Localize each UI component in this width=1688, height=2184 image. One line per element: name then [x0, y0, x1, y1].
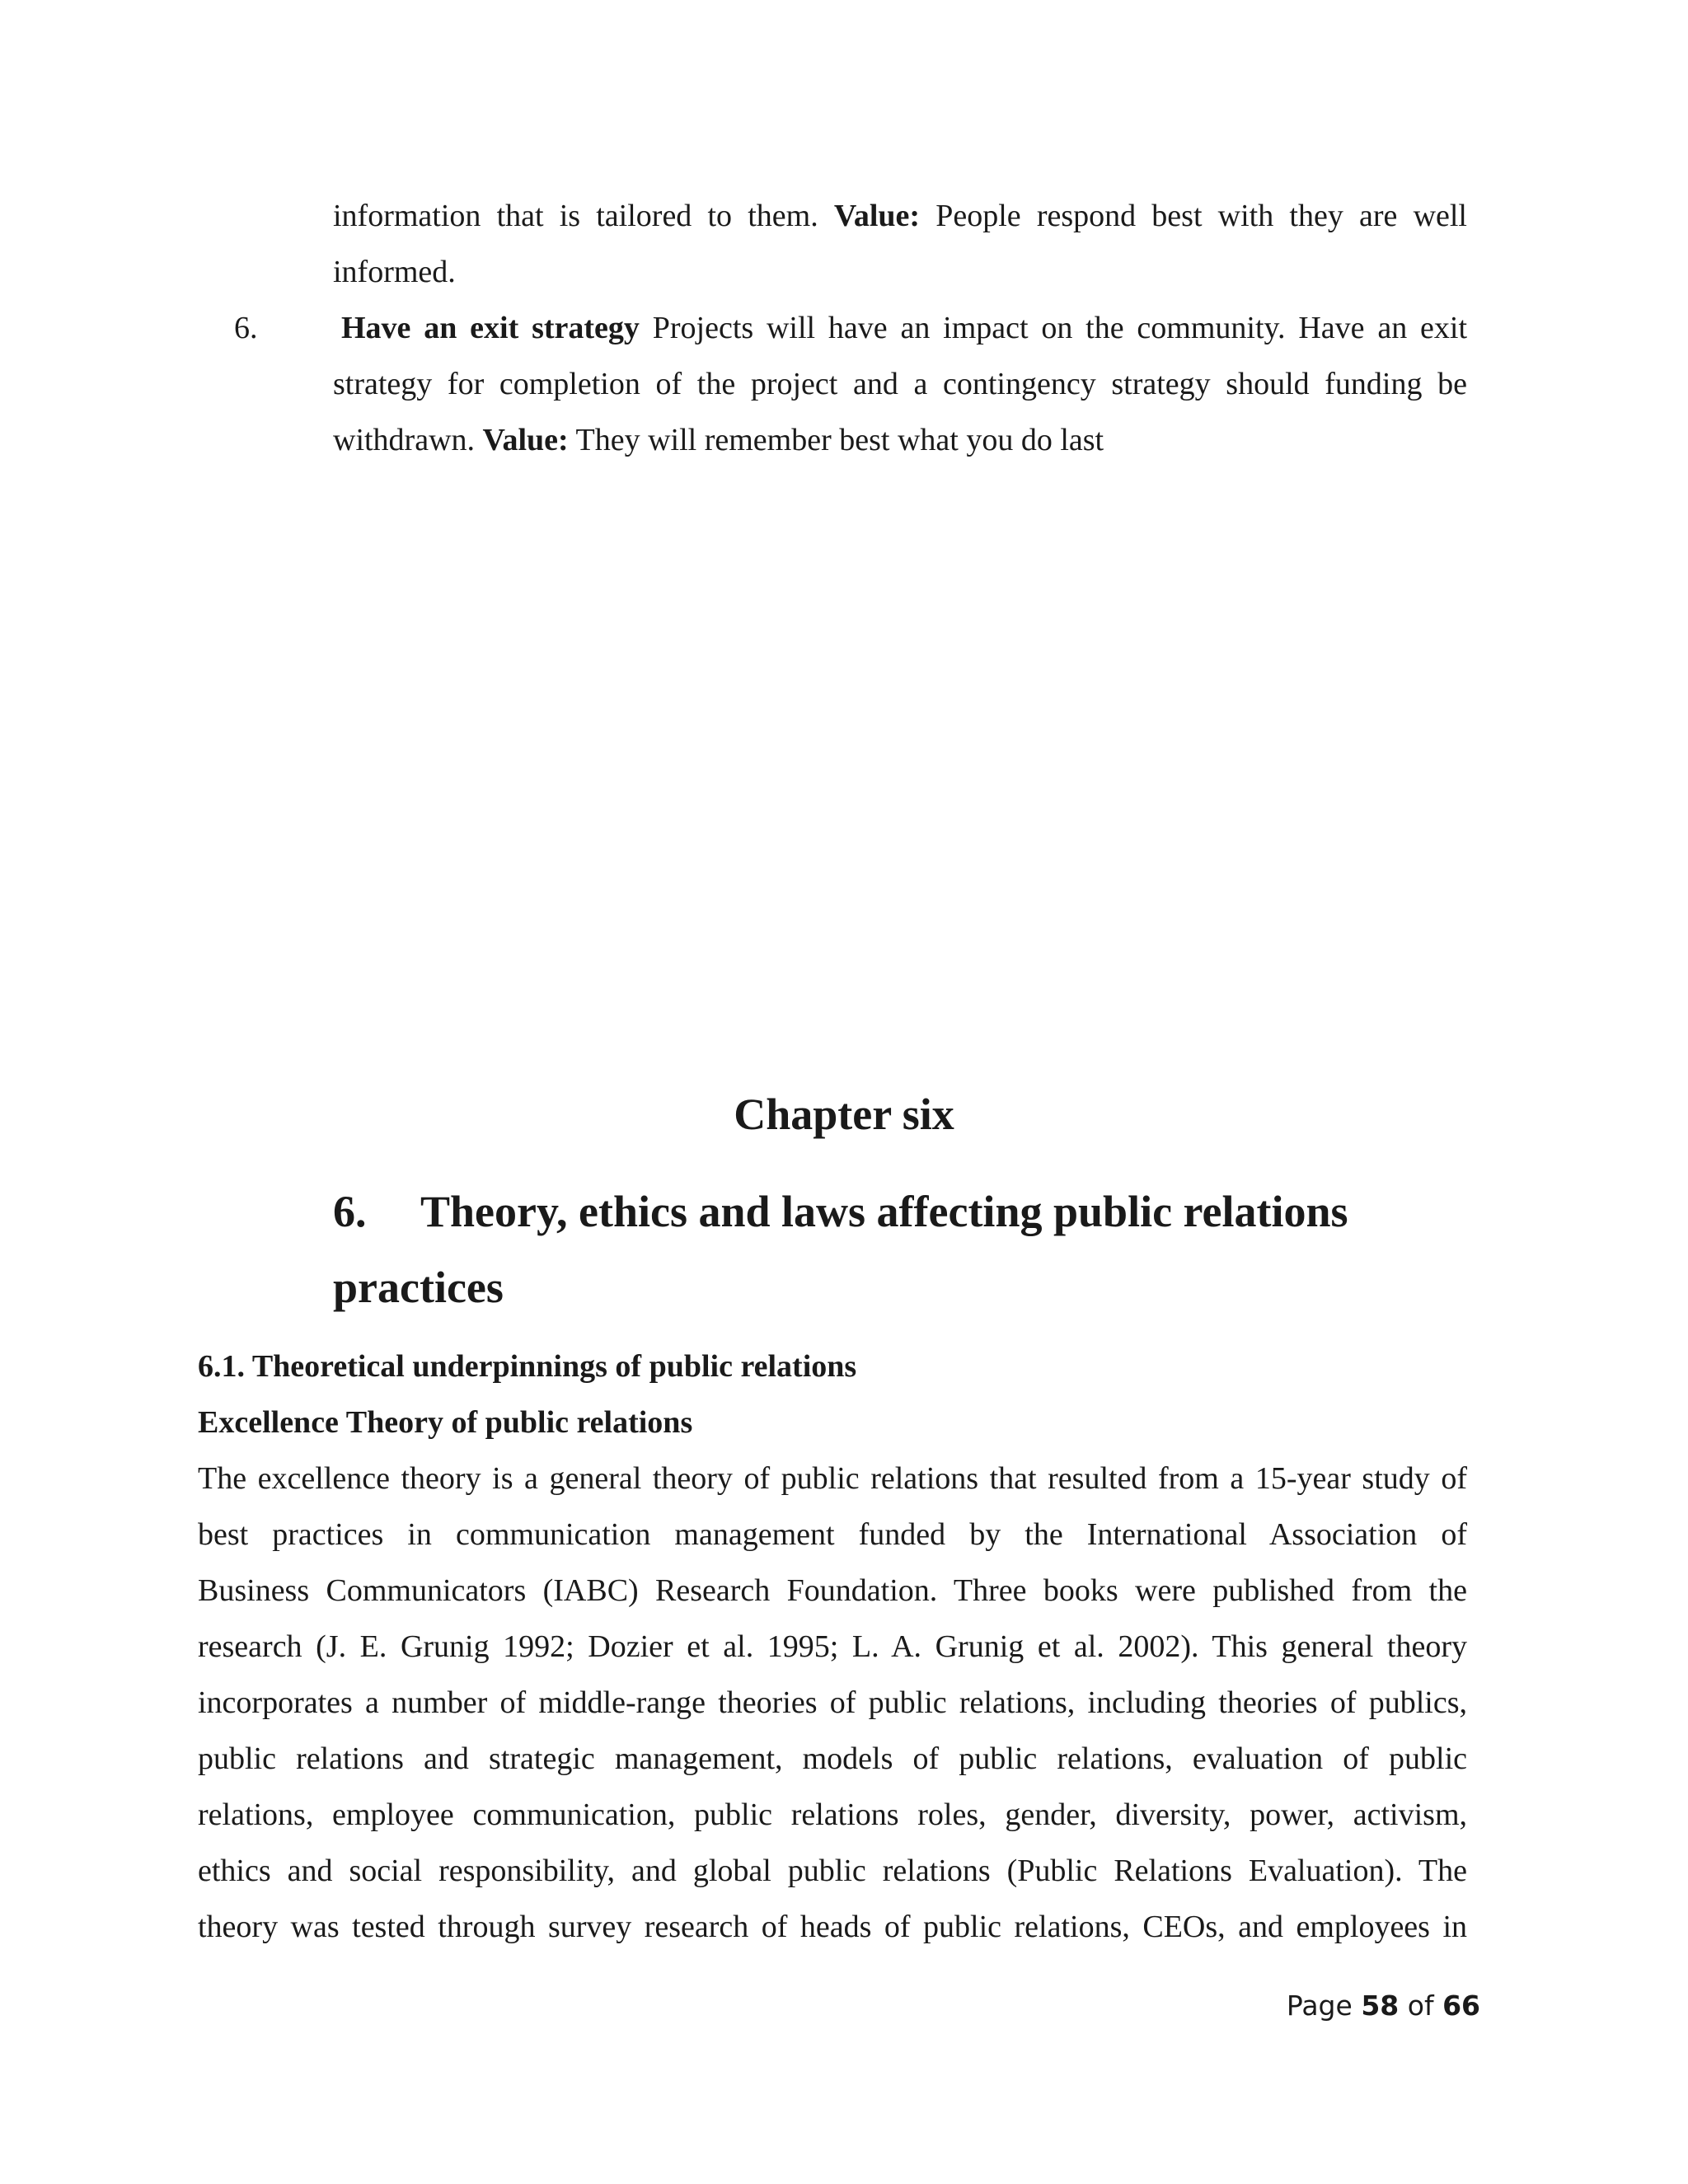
body-line-2: best practices in communication management funded by the International Association of [198, 1517, 1467, 1552]
list-item-6-line-3: withdrawn. Value: They will remember best what you do last [333, 423, 1104, 457]
chapter-heading-line-1: Theory, ethics and laws affecting public relations [420, 1187, 1348, 1236]
body-line-1: The excellence theory is a general theory of public relations that resulted from a 15-year study of [198, 1461, 1467, 1496]
chapter-heading-number: 6. [333, 1187, 367, 1236]
section-heading: 6.1. Theoretical underpinnings of public relations [198, 1349, 857, 1384]
chapter-title: Chapter six [734, 1090, 954, 1139]
list-continuation-line-1: information that is tailored to them. Value: People respond best with they are well [333, 199, 1467, 233]
list-item-number: 6. [234, 311, 258, 345]
body-line-5: incorporates a number of middle-range theories of public relations, including theories of publics, [198, 1685, 1467, 1720]
page-number-footer: Page 58 of 66 [1286, 1990, 1480, 2022]
body-line-7: relations, employee communication, public relations roles, gender, diversity, power, activism, [198, 1797, 1467, 1832]
list-item-6-line-2: strategy for completion of the project and a contingency strategy should funding be [333, 367, 1467, 401]
section-subheading: Excellence Theory of public relations [198, 1405, 693, 1440]
body-line-4: research (J. E. Grunig 1992; Dozier et al. 1995; L. A. Grunig et al. 2002). This general theory [198, 1629, 1467, 1664]
body-line-9: theory was tested through survey research of heads of public relations, CEOs, and employees in [198, 1910, 1467, 1944]
list-continuation-line-2: informed. [333, 255, 456, 289]
list-item-6-line-1: Have an exit strategy Projects will have an impact on the community. Have an exit [341, 311, 1468, 345]
chapter-heading-line-2: practices [333, 1263, 504, 1312]
body-line-6: public relations and strategic management, models of public relations, evaluation of public [198, 1741, 1467, 1776]
body-line-3: Business Communicators (IABC) Research Foundation. Three books were published from the [198, 1573, 1467, 1608]
body-line-8: ethics and social responsibility, and global public relations (Public Relations Evaluation). The [198, 1854, 1467, 1888]
